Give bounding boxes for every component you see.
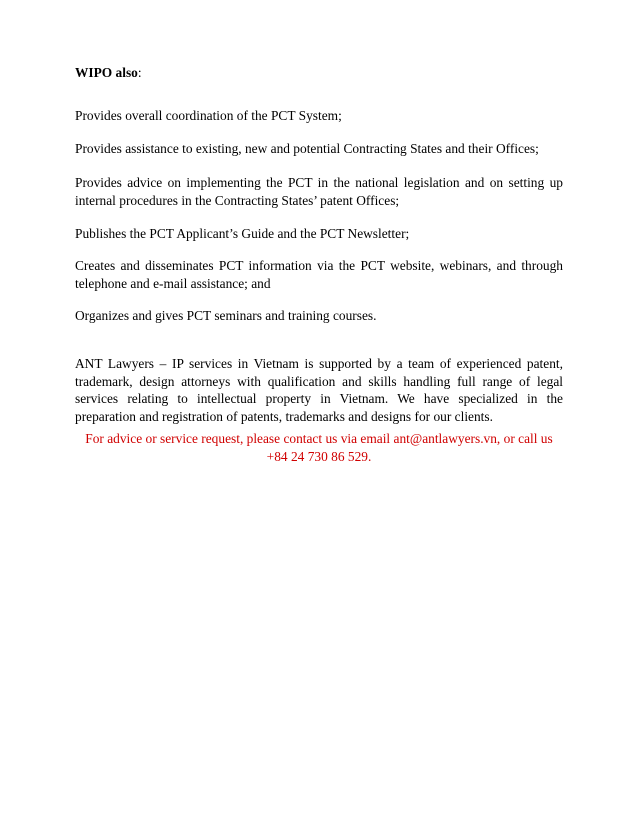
contact-line-2: +84 24 730 86 529. (266, 448, 372, 464)
heading-tail-text: : (137, 65, 142, 80)
list-item: Provides advice on implementing the PCT in the national legislation and on setting up internal procedures in the Contracting States’ patent Offices; (75, 175, 563, 208)
heading-paragraph (75, 64, 563, 82)
list-item: Organizes and gives PCT seminars and training courses. (75, 308, 377, 323)
list-item: Creates and disseminates PCT information via the PCT website, webinars, and through telephone and e-mail assistance; and (75, 258, 563, 291)
list-item: Provides overall coordination of the PCT System; (75, 108, 342, 123)
heading-bold-text: WIPO also (75, 65, 138, 80)
list-item: Provides assistance to existing, new and potential Contracting States and their Offices; (75, 141, 539, 156)
list-item: Publishes the PCT Applicant’s Guide and the PCT Newsletter; (75, 226, 410, 241)
about-paragraph: ANT Lawyers – IP services in Vietnam is supported by a team of experienced patent, trademark, design attorneys with qualification and skills handling full range of legal services relating to intellectual property in Vietnam. We have specialized in the preparation and registration of patents, trademarks and designs for our clients. (75, 356, 563, 424)
contact-line-1: For advice or service request, please contact us via email ant@antlawyers.vn, or call us (85, 431, 553, 446)
contact-block (75, 430, 563, 465)
